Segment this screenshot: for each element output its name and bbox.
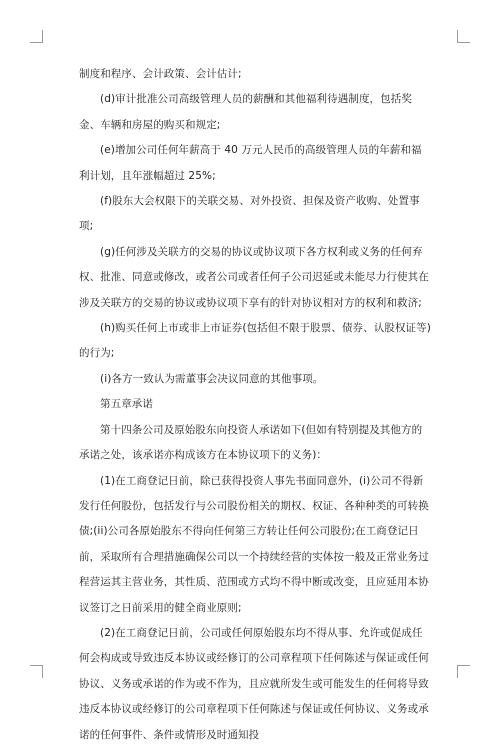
article-14: 第十四条公司及原始股东向投资人承诺如下(但如有特别提及其他方的承诺之处，该承诺亦构成该方在本协议项下的义务)： bbox=[79, 423, 423, 462]
paragraph-item-h: (h)购买任何上市或非上市证券(包括但不限于股票、债券、认股权证等)的行为; bbox=[79, 322, 431, 360]
crop-mark-top-left bbox=[30, 30, 43, 43]
chapter-heading: 第五章承诺 bbox=[100, 398, 153, 411]
paragraph-item-i: (i)各方一致认为需董事会决议同意的其他事项。 bbox=[100, 372, 324, 385]
paragraph-item-f: (f)股东大会权限下的关联交易、对外投资、担保及资产收购、处置事项; bbox=[79, 195, 420, 233]
paragraph-promise-1: (1)在工商登记日前，除已获得投资人事先书面同意外，(i)公司不得新发行任何股份，包括发行与公司股份相关的期权、权证、各种种类的可转换债;(ii)公司各原始股东不得向任何第三方转让任何公司股份;在工商登记日前，采取所有合理措施确保公司以一个持续经营的实体按一般及正常业务过程营运其主营业务，其性质、范围或方式均不得中断或改变，且应延用本协议签订之日前采用的健全商业原则; bbox=[79, 474, 429, 614]
crop-mark-bottom-left bbox=[30, 665, 43, 678]
paragraph-item-d: (d)审计批准公司高级管理人员的薪酬和其他福利待遇制度，包括奖金、车辆和房屋的购买和规定; bbox=[79, 93, 412, 131]
crop-mark-top-right bbox=[457, 30, 470, 43]
crop-mark-bottom-right bbox=[457, 665, 470, 678]
paragraph-item-e: (e)增加公司任何年薪高于 40 万元人民币的高级管理人员的年薪和福利计划，且年涨幅超过 25%; bbox=[79, 144, 422, 182]
paragraph-continuation: 制度和程序、会计政策、会计估计; bbox=[79, 68, 242, 80]
document-body bbox=[79, 62, 431, 748]
paragraph-item-g: (g)任何涉及关联方的交易的协议或协议项下各方权利或义务的任何弃权、批准、同意或修改，或者公司或者任何子公司迟延或未能尽力行使其在涉及关联方的交易的协议或协议项下享有的针对协议相对方的权利和救济; bbox=[79, 245, 429, 309]
paragraph-promise-2: (2)在工商登记日前，公司或任何原始股东均不得从事、允许或促成任何会构成或导致违反本协议或经修订的公司章程项下任何陈述与保证或任何协议、义务或承诺的作为或不作为，且应就所发生或可能发生的任何将导致违反本协议或经修订的公司章程项下任何陈述与保证或任何协议、义务或承诺的任何事件、条件或情形及时通知投 bbox=[79, 626, 429, 741]
